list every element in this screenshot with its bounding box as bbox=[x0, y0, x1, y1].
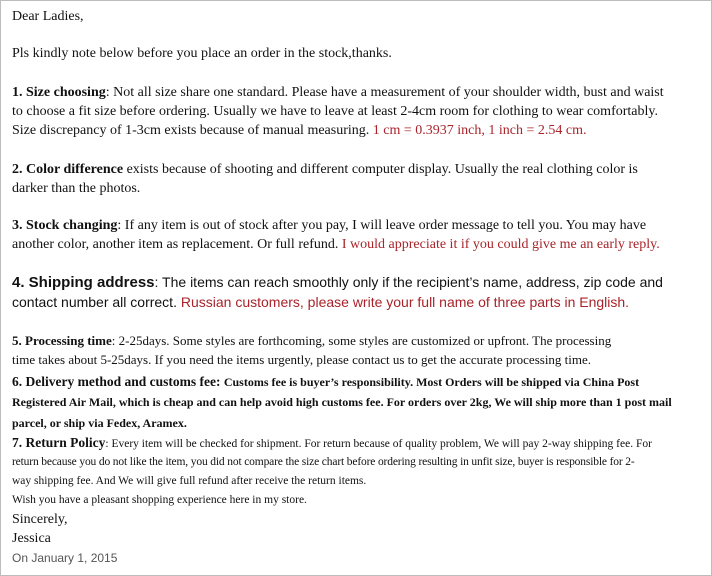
intro-text: Pls kindly note below before you place an order in the stock,thanks. bbox=[12, 46, 392, 61]
delivery-heading: 6. Delivery method and customs fee: bbox=[12, 374, 224, 389]
stock-text-2: another color, another item as replacement. Or full refund. bbox=[12, 237, 342, 252]
post-date: On January 1, 2015 bbox=[12, 551, 118, 565]
closing: Sincerely, bbox=[12, 512, 68, 527]
size-heading: 1. Size choosing bbox=[12, 85, 106, 100]
color-heading: 2. Color difference bbox=[12, 162, 124, 177]
shipping-russian-note: Russian customers, please write your full name of three parts in English. bbox=[180, 294, 630, 310]
color-line-2: darker than the photos. bbox=[12, 181, 141, 196]
return-line-4: Wish you have a pleasant shopping experience here in my store. bbox=[12, 494, 307, 506]
stock-line-1 bbox=[12, 218, 646, 234]
delivery-text-1: Customs fee is buyer’s responsibility. Most Orders will be shipped via China Post bbox=[223, 375, 640, 389]
greeting: Dear Ladies, bbox=[12, 9, 84, 24]
size-text-1: : Not all size share one standard. Please have a measurement of your shoulder width, bust and waist bbox=[105, 85, 664, 100]
return-line-3: way shipping fee. And We will give full refund after receive the return items. bbox=[12, 475, 367, 487]
size-line-2: to choose a fit size before ordering. Usually we have to leave at least 2-4cm room for clothing to wear comfortably. bbox=[12, 104, 658, 119]
size-line-3 bbox=[12, 123, 587, 139]
delivery-line-2: Registered Air Mail, which is cheap and can help avoid high customs fee. For orders over 2kg, We will ship more than 1 post mail bbox=[12, 395, 672, 409]
processing-text-1: : 2-25days. Some styles are forthcoming, some styles are customized or upfront. The processing bbox=[111, 333, 612, 348]
size-line-1 bbox=[12, 85, 664, 101]
delivery-line-1 bbox=[12, 373, 639, 391]
delivery-line-3: parcel, or ship via Fedex, Aramex. bbox=[12, 416, 187, 430]
size-text-3: Size discrepancy of 1-3cm exists because of manual measuring. bbox=[12, 123, 373, 138]
stock-text-1: : If any item is out of stock after you pay, I will leave order message to tell you. You may have bbox=[117, 218, 647, 233]
shipping-text-1: : The items can reach smoothly only if the recipient’s name, address, zip code and bbox=[154, 274, 663, 290]
signature: Jessica bbox=[12, 531, 51, 546]
shipping-text-2: contact number all correct. bbox=[12, 294, 181, 310]
return-line-1 bbox=[12, 434, 652, 452]
shipping-heading: 4. Shipping address bbox=[12, 274, 155, 291]
processing-line-1 bbox=[12, 333, 611, 349]
return-line-2: return because you do not like the item, you did not compare the size chart before ordering resulting in unfit size, buyer is responsible for 2- bbox=[12, 456, 635, 468]
color-text-1: exists because of shooting and different computer display. Usually the real clothing color is bbox=[123, 162, 638, 177]
stock-request: I would appreciate it if you could give me an early reply. bbox=[341, 237, 660, 252]
shipping-line-2 bbox=[12, 294, 629, 310]
return-heading: 7. Return Policy bbox=[12, 435, 106, 450]
processing-heading: 5. Processing time bbox=[12, 333, 112, 348]
return-text-1: : Every item will be checked for shipment. For return because of quality problem, We will pay 2-way shipping fee. For bbox=[105, 438, 652, 450]
shipping-line-1 bbox=[12, 274, 663, 291]
color-line-1 bbox=[12, 162, 638, 178]
size-conversion: 1 cm = 0.3937 inch, 1 inch = 2.54 cm. bbox=[372, 123, 587, 138]
stock-heading: 3. Stock changing bbox=[12, 218, 118, 233]
stock-line-2 bbox=[12, 237, 660, 253]
processing-line-2: time takes about 5-25days. If you need the items urgently, please contact us to get the accurate processing time. bbox=[12, 352, 592, 367]
